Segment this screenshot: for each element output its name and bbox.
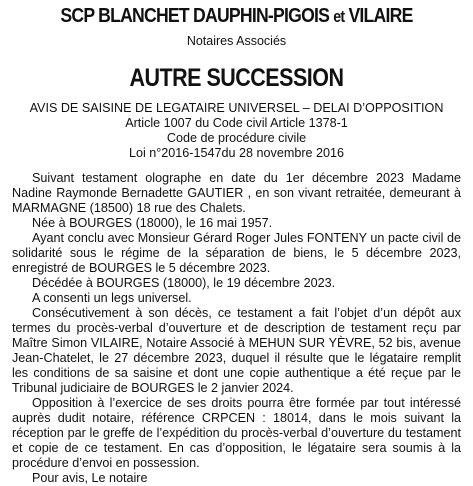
paragraph: Ayant conclu avec Monsieur Gérard Roger Jules FONTENY un pacte civil de solidarité sous le régime de la séparation de biens, le 5 décembre 2023, enregistré de BOURGES le 5 décembre 2023. (12, 231, 461, 275)
firm-name-main: SCP BLANCHET DAUPHIN-PIGOIS (60, 4, 330, 27)
paragraph: Suivant testament olographe en date du 1er décembre 2023 Madame Nadine Raymonde Bernadette GAUTIER , en son vivant retraitée, demeurant à MARMAGNE (18500) 18 rue des Chalets. (12, 171, 461, 215)
avis-line: Code de procédure civile (166, 131, 307, 145)
paragraph: Opposition à l’exercice de ses droits pourra être formée par tout intéressé auprès dudit notaire, référence CRPCEN : 18014, dans le mois suivant la réception par le greffe de l’expédition du procès-verbal d’ouverture du testament et copie de ce testament. En cas d’opposition, le légataire sera soumis à la procédure d’envoi en possession. (12, 396, 461, 470)
legal-notice (0, 3, 473, 485)
avis-line: AVIS DE SAISINE DE LEGATAIRE UNIVERSEL – DELAI D’OPPOSITION (29, 101, 444, 115)
firm-name (43, 3, 429, 30)
notice-body (12, 171, 461, 486)
avis-line: Article 1007 du Code civil Article 1378-1 (125, 116, 348, 130)
firm-name-last: VILAIRE (348, 4, 413, 27)
avis-block (12, 101, 461, 161)
paragraph: A consenti un legs universel. (32, 291, 192, 305)
firm-subtitle: Notaires Associés (186, 34, 287, 48)
notice-title: AUTRE SUCCESSION (129, 64, 344, 92)
avis-line: Loi n°2016-1547du 28 novembre 2016 (128, 146, 345, 160)
paragraph-signature: Pour avis, Le notaire (32, 471, 148, 485)
firm-name-et: et (333, 8, 345, 26)
paragraph: Consécutivement à son décès, ce testament a fait l’objet d’un dépôt aux termes du procès-verbal d’ouverture et de description de testament reçu par Maître Simon VILAIRE, Notaire Associé à MEHUN SUR YÈVRE, 52 bis, avenue Jean-Chatelet, le 27 décembre 2023, duquel il résulte que le légataire remplit les conditions de sa saisine et dont une copie authentique a été reçue par le Tribunal judiciaire de BOURGES le 2 janvier 2024. (12, 306, 461, 395)
paragraph: Née à BOURGES (18000), le 16 mai 1957. (32, 216, 273, 230)
paragraph: Décédée à BOURGES (18000), le 19 décembre 2023. (32, 276, 336, 290)
